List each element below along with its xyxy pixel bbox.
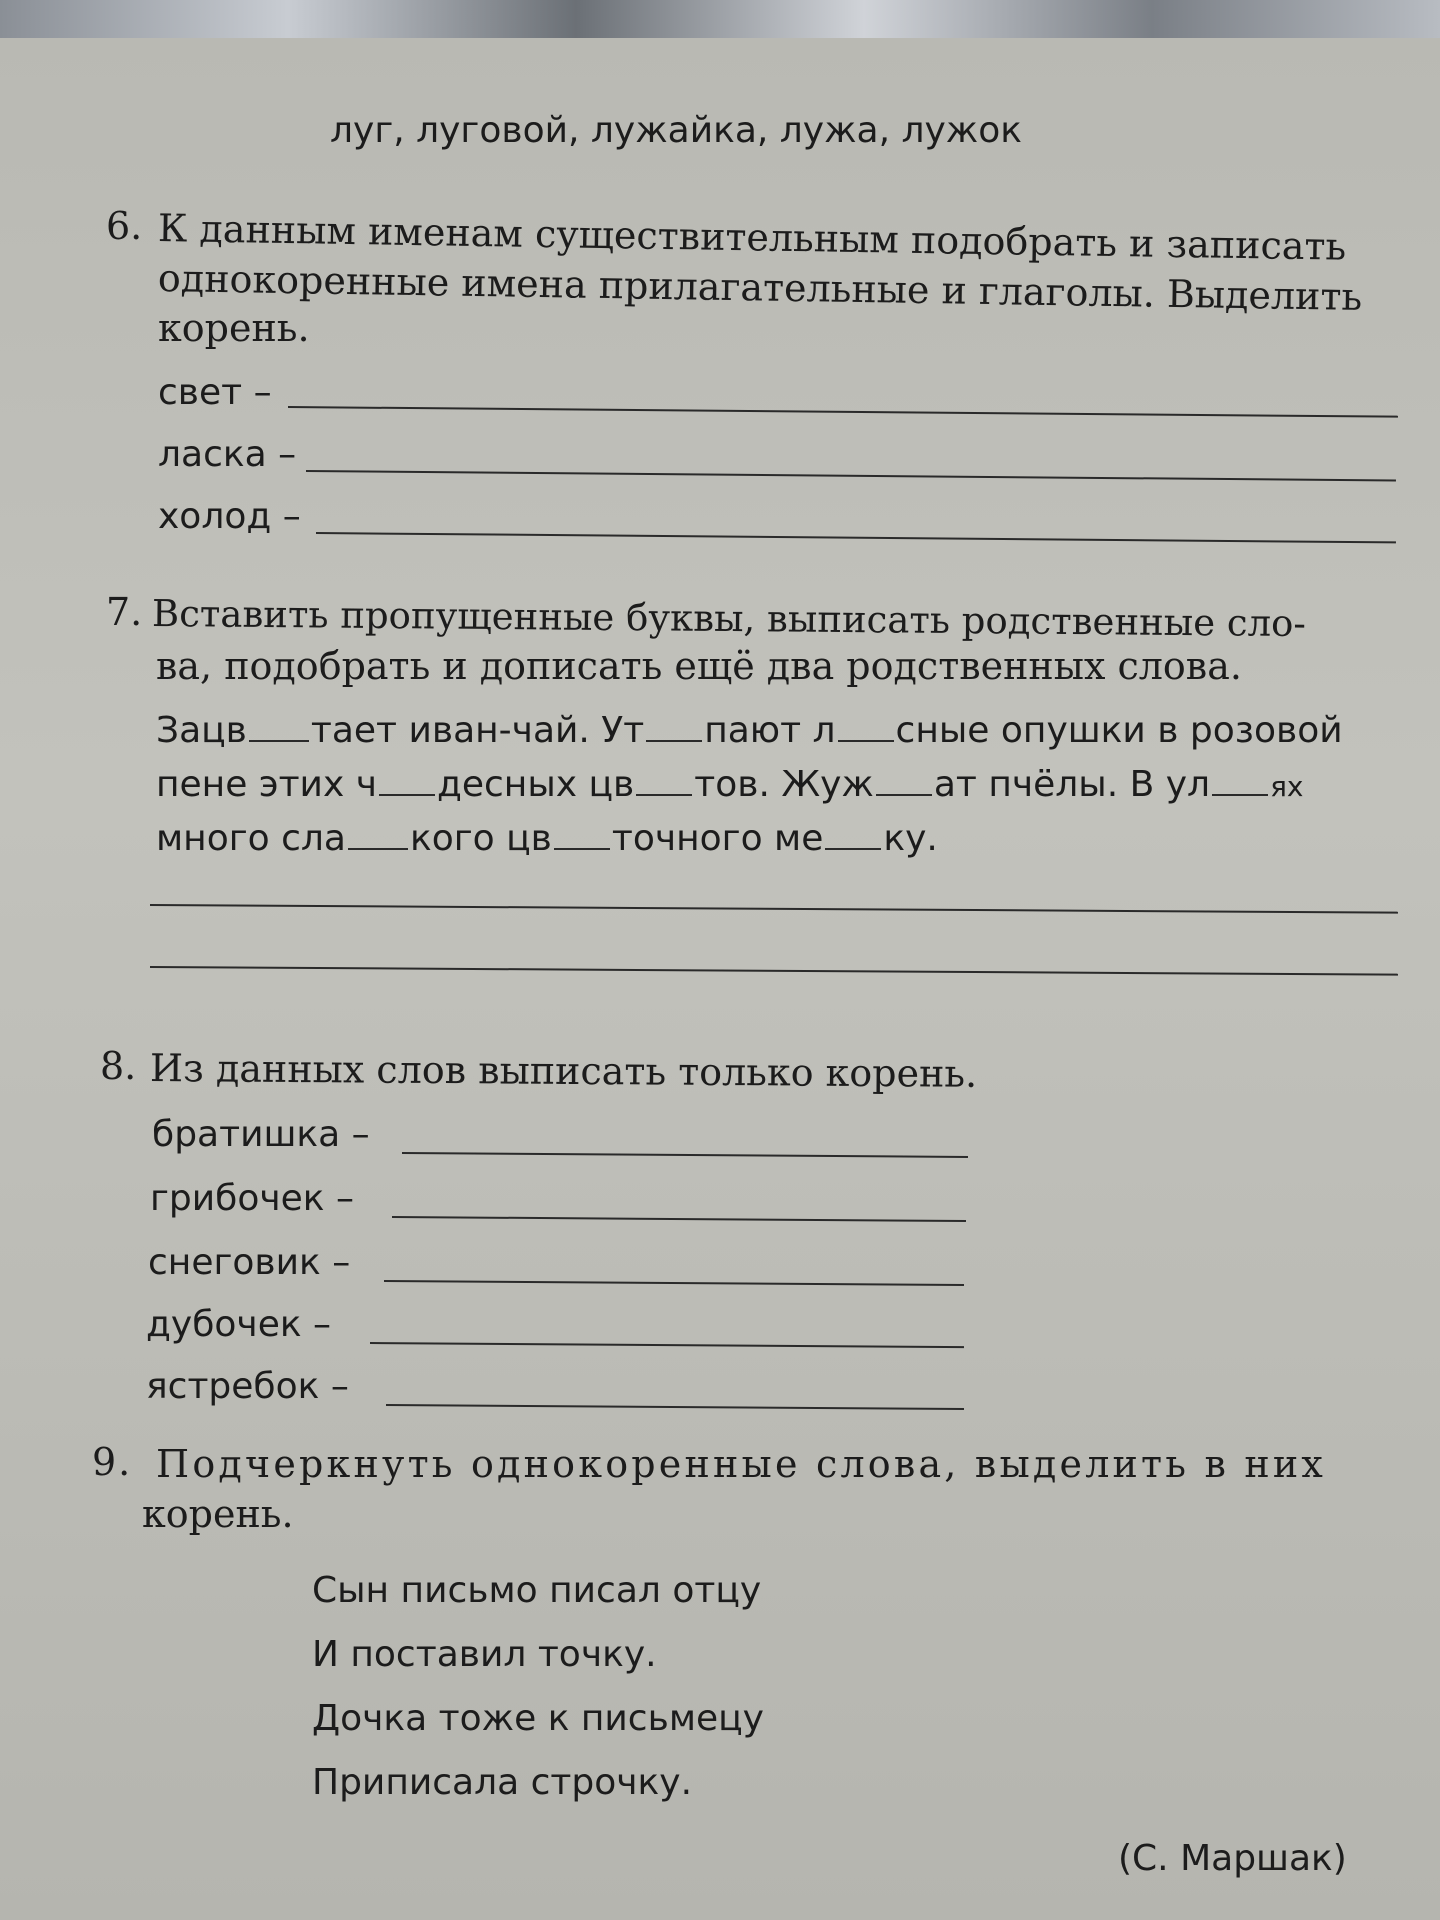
poem-line-1: Сын письмо писал отцу	[312, 1570, 762, 1611]
text-fragment: ат пчёлы. В ул	[933, 764, 1211, 805]
poem-line-2: И поставил точку.	[312, 1634, 657, 1675]
workbook-page	[0, 38, 1440, 1920]
task-7-line-2: ва, подобрать и дописать ещё два родственных слова.	[156, 644, 1242, 688]
task-7-text-line-1	[156, 710, 1343, 751]
text-fragment: сные опушки в розовой	[895, 710, 1343, 751]
answer-line-gribochek[interactable]	[392, 1216, 966, 1222]
task-8-line-1: Из данных слов выписать только корень.	[149, 1046, 978, 1096]
text-fragment: десных цв	[436, 764, 635, 805]
task-8-item-gribochek: грибочек –	[150, 1178, 354, 1219]
word-family-line: луг, луговой, лужайка, лужа, лужок	[330, 110, 1022, 151]
answer-line-yastrebok[interactable]	[386, 1404, 964, 1410]
letter-blank[interactable]	[249, 736, 309, 742]
text-fragment: кого цв	[409, 818, 552, 859]
letter-blank[interactable]	[379, 790, 435, 796]
task-8-item-dubochek: дубочек –	[146, 1304, 332, 1345]
letter-blank[interactable]	[646, 736, 702, 742]
answer-line-task-7-1[interactable]	[150, 904, 1398, 914]
letter-blank[interactable]	[348, 844, 408, 850]
answer-line-kholod[interactable]	[316, 532, 1396, 543]
text-fragment: ях	[1270, 770, 1304, 803]
text-fragment: ку.	[883, 818, 938, 859]
task-7-text-line-2	[156, 764, 1304, 805]
task-8-number: 8.	[100, 1044, 137, 1088]
task-7-text-line-3	[156, 818, 938, 859]
answer-line-laska[interactable]	[306, 470, 1396, 482]
letter-blank[interactable]	[1212, 790, 1268, 796]
answer-line-svet[interactable]	[288, 406, 1398, 418]
task-6-line-3: корень.	[158, 306, 310, 350]
task-6-item-laska: ласка –	[158, 434, 297, 475]
task-6-item-svet: свет –	[158, 372, 272, 413]
task-8-item-snegovik: снеговик –	[148, 1242, 351, 1283]
task-9-line-1: Подчеркнуть однокоренные слова, выделить в них	[156, 1442, 1327, 1486]
task-7-number: 7.	[106, 590, 143, 634]
text-fragment: Зацв	[156, 710, 247, 751]
poem-line-4: Приписала строчку.	[312, 1762, 693, 1803]
task-8-item-bratishka: братишка –	[152, 1114, 370, 1155]
task-9-line-2: корень.	[142, 1492, 294, 1536]
letter-blank[interactable]	[554, 844, 610, 850]
letter-blank[interactable]	[825, 844, 881, 850]
text-fragment: тов. Жуж	[694, 764, 874, 805]
text-fragment: много сла	[156, 818, 346, 859]
text-fragment: пают л	[704, 710, 836, 751]
text-fragment: пене этих ч	[156, 764, 377, 805]
task-6-line-1: К данным именам существительным подобрать и записать	[157, 206, 1347, 269]
task-8-item-yastrebok: ястребок –	[146, 1366, 349, 1407]
task-6-number: 6.	[106, 204, 143, 248]
poem-line-3: Дочка тоже к письмецу	[312, 1698, 764, 1739]
poem-author: (С. Маршак)	[1118, 1838, 1347, 1879]
letter-blank[interactable]	[636, 790, 692, 796]
task-6-item-kholod: холод –	[158, 496, 301, 537]
letter-blank[interactable]	[838, 736, 894, 742]
task-6-line-2: однокоренные имена прилагательные и глаголы. Выделить	[157, 256, 1363, 319]
task-7-line-1: Вставить пропущенные буквы, выписать родственные сло-	[151, 592, 1307, 646]
text-fragment: тает иван-чай. Ут	[310, 710, 645, 751]
answer-line-task-7-2[interactable]	[150, 966, 1398, 976]
task-9-number: 9.	[92, 1440, 133, 1484]
answer-line-bratishka[interactable]	[402, 1152, 968, 1158]
answer-line-dubochek[interactable]	[370, 1342, 964, 1348]
answer-line-snegovik[interactable]	[384, 1280, 964, 1286]
text-fragment: точного ме	[611, 818, 824, 859]
letter-blank[interactable]	[876, 790, 932, 796]
